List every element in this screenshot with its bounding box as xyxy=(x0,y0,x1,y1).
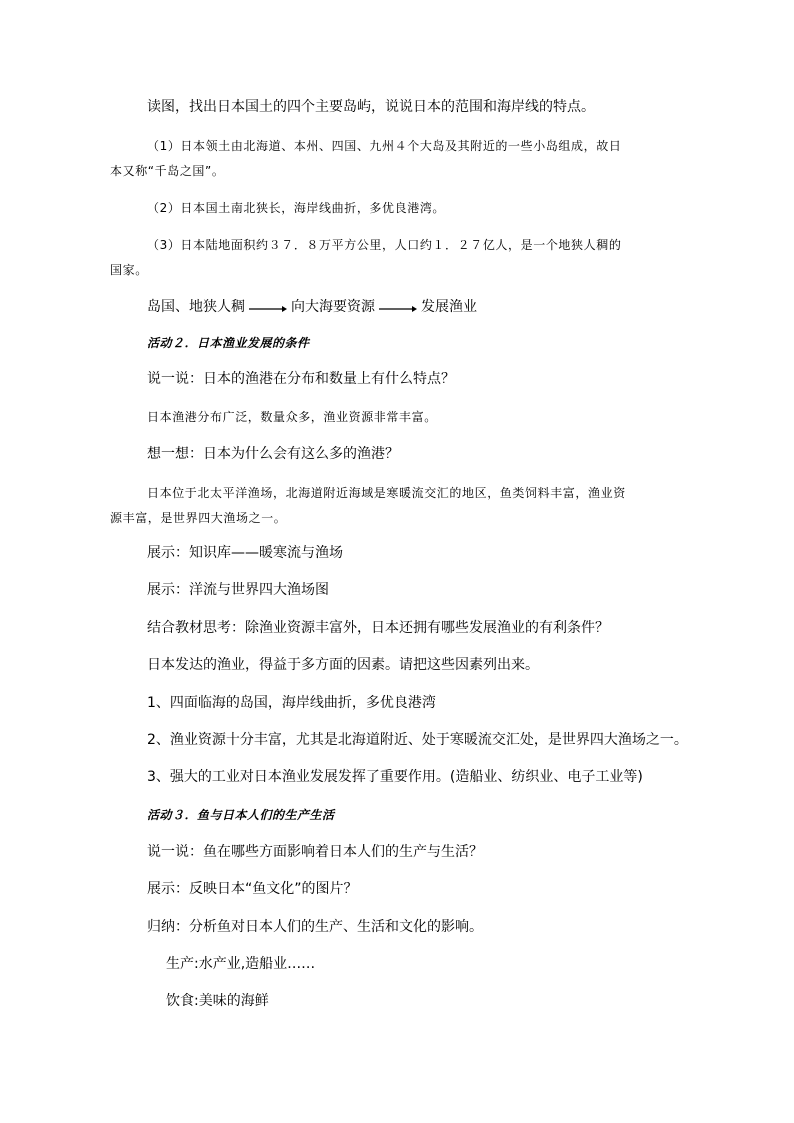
answer-2: （2）日本国土南北狭长，海岸线曲折，多优良港湾。 xyxy=(147,201,446,215)
intro-prompt: 读图，找出日本国土的四个主要岛屿，说说日本的范围和海岸线的特点。 xyxy=(147,99,595,115)
activity-3-diet: 饮食:美味的海鲜 xyxy=(166,993,269,1009)
activity-3-show: 展示：反映日本“鱼文化”的图片？ xyxy=(147,881,358,897)
flow-diagram xyxy=(147,296,477,316)
activity-2-think: 结合教材思考：除渔业资源丰富外，日本还拥有哪些发展渔业的有利条件？ xyxy=(147,620,609,636)
activity-3-production: 生产:水产业,造船业…… xyxy=(166,956,316,972)
activity-2-title: 活动２．日本渔业发展的条件 xyxy=(147,336,310,350)
flow-step-2: 向大海要资源 xyxy=(291,299,375,315)
activity-3-summary: 归纳：分析鱼对日本人们的生产、生活和文化的影响。 xyxy=(147,919,483,935)
activity-2-question-1: 说一说：日本的渔港在分布和数量上有什么特点？ xyxy=(147,371,455,387)
answer-1-line-2: 本又称“千岛之国”。 xyxy=(110,164,225,178)
answer-3-line-1: （3）日本陆地面积约３７．８万平方公里，人口约１．２７亿人，是一个地狭人稠的 xyxy=(147,238,622,252)
answer-3-line-2: 国家。 xyxy=(110,263,148,277)
activity-2-answer-2-line-2: 源丰富，是世界四大渔场之一。 xyxy=(110,511,287,525)
activity-2-factors-intro: 日本发达的渔业，得益于多方面的因素。请把这些因素列出来。 xyxy=(147,657,539,673)
activity-3-title: 活动３．鱼与日本人们的生产生活 xyxy=(147,808,335,822)
right-arrow-icon xyxy=(249,303,287,313)
activity-2-answer-2-line-1: 日本位于北太平洋渔场，北海道附近海域是寒暖流交汇的地区，鱼类饲料丰富，渔业资 xyxy=(147,486,626,500)
activity-2-factor-1: 1、四面临海的岛国，海岸线曲折，多优良港湾 xyxy=(147,695,436,711)
activity-2-show-1: 展示：知识库——暖寒流与渔场 xyxy=(147,545,343,561)
activity-2-factor-3: 3、强大的工业对日本渔业发展发挥了重要作用。(造船业、纺织业、电子工业等) xyxy=(147,769,643,785)
activity-3-question-1: 说一说：鱼在哪些方面影响着日本人们的生产与生活？ xyxy=(147,844,483,860)
activity-2-show-2: 展示：洋流与世界四大渔场图 xyxy=(147,582,329,598)
right-arrow-icon xyxy=(379,303,417,313)
answer-1-line-1: （1）日本领土由北海道、本州、四国、九州４个大岛及其附近的一些小岛组成，故日 xyxy=(147,139,622,153)
flow-step-3: 发展渔业 xyxy=(421,299,477,315)
activity-2-factor-2: 2、渔业资源十分丰富，尤其是北海道附近、处于寒暖流交汇处，是世界四大渔场之一。 xyxy=(147,732,688,748)
activity-2-question-2: 想一想：日本为什么会有这么多的渔港？ xyxy=(147,446,399,462)
activity-2-answer-1: 日本渔港分布广泛，数量众多，渔业资源非常丰富。 xyxy=(147,410,437,424)
flow-step-1: 岛国、地狭人稠 xyxy=(147,299,245,315)
